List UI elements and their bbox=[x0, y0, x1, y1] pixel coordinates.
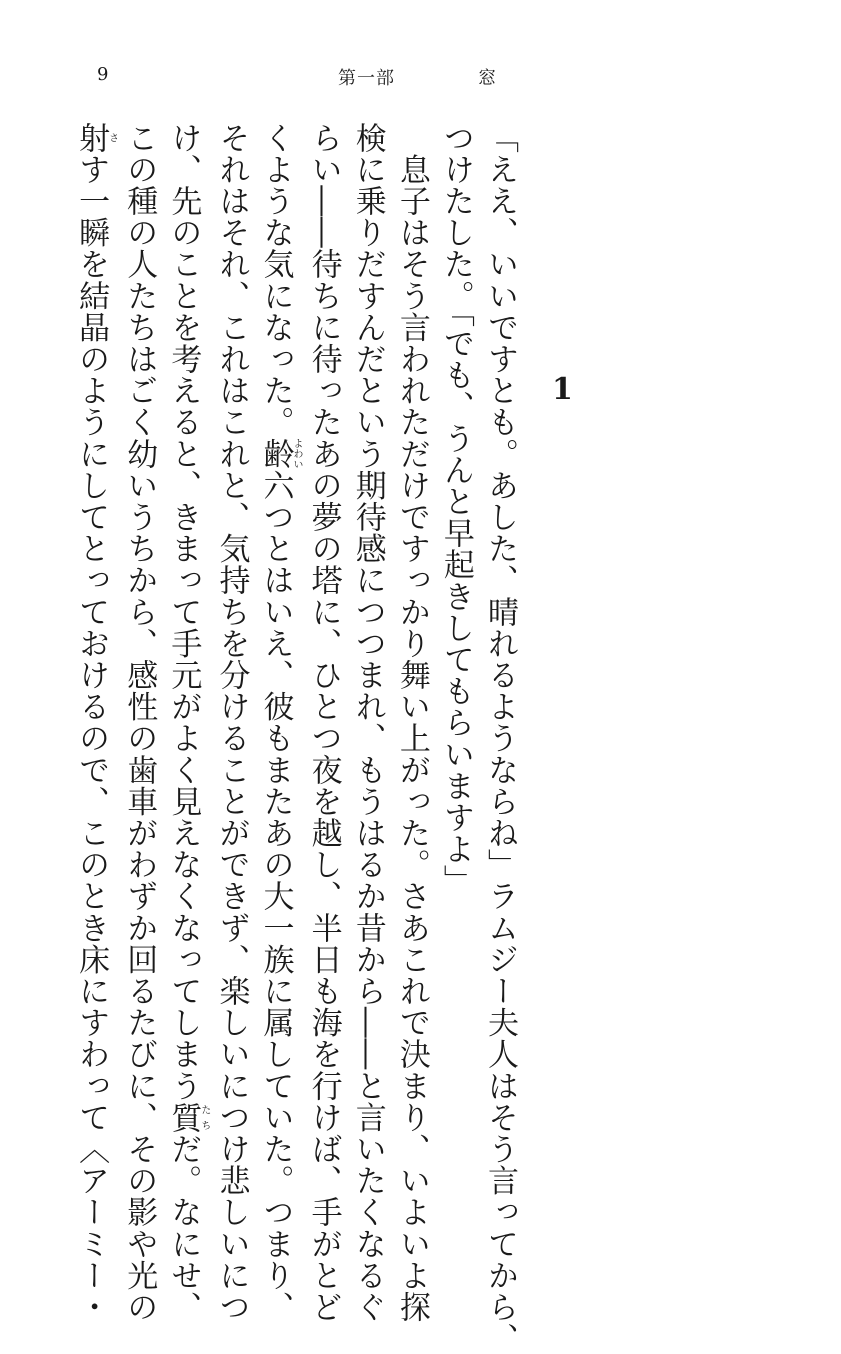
text-column-with-ruby bbox=[161, 122, 210, 1323]
text-column: つけたした。「でも、うんと早起きしてもらいますよ」 bbox=[437, 122, 474, 897]
ruby-annotation bbox=[165, 1101, 210, 1134]
ruby-annotation bbox=[257, 438, 303, 470]
text-column-with-ruby bbox=[69, 122, 118, 1323]
text-column: この種の人たちはごく幼いうちから、感性の歯車がわずか回るたびに、その影や光の bbox=[121, 122, 158, 1323]
text-column: それはそれ、これはこれと、気持ちを分けることができず、楽しいにつけ悲しいにつ bbox=[213, 122, 250, 1323]
ruby-reading: たち bbox=[198, 1101, 210, 1134]
text-column: 「ええ、いいですとも。あした、晴れるようならね」ラムジー夫人はそう言ってから、 bbox=[482, 122, 518, 1354]
text-segment: だ。なにせ、 bbox=[165, 1133, 202, 1323]
text-segment: 六つとはいえ、彼もまたあの大一族に属していた。つまり、 bbox=[257, 469, 294, 1323]
chapter-number: 1 bbox=[552, 372, 573, 407]
text-column: 検に乗りだすんだという期待感につつまれ、もうはるか昔から――と言いたくなるぐ bbox=[349, 122, 386, 1323]
ruby-base: 齢 bbox=[257, 438, 294, 470]
ruby-reading: さ bbox=[106, 122, 118, 154]
chapter-title: 窓 bbox=[478, 68, 496, 89]
text-segment: くような気になった。 bbox=[257, 122, 294, 438]
text-segment: す一瞬を結晶のようにしてとっておけるので、このとき床にすわって〈アーミー・ bbox=[73, 153, 110, 1323]
page-number: 9 bbox=[97, 64, 110, 85]
part-title: 第一部 bbox=[338, 68, 395, 89]
text-column-with-ruby bbox=[253, 122, 303, 1323]
ruby-annotation bbox=[73, 122, 118, 154]
text-segment: け、先のことを考えると、きまって手元がよく見えなくなってしまう bbox=[165, 122, 202, 1102]
ruby-base: 質 bbox=[165, 1101, 202, 1134]
text-column: 息子はそう言われただけですっかり舞い上がった。さあこれで決まり、いよいよ探 bbox=[393, 122, 430, 1323]
ruby-base: 射 bbox=[73, 122, 110, 154]
ruby-reading: よわい bbox=[291, 438, 303, 470]
body-text bbox=[73, 122, 522, 1354]
text-column: らい――待ちに待ったあの夢の塔に、ひとつ夜を越し、半日も海を行けば、手がとど bbox=[305, 122, 342, 1323]
